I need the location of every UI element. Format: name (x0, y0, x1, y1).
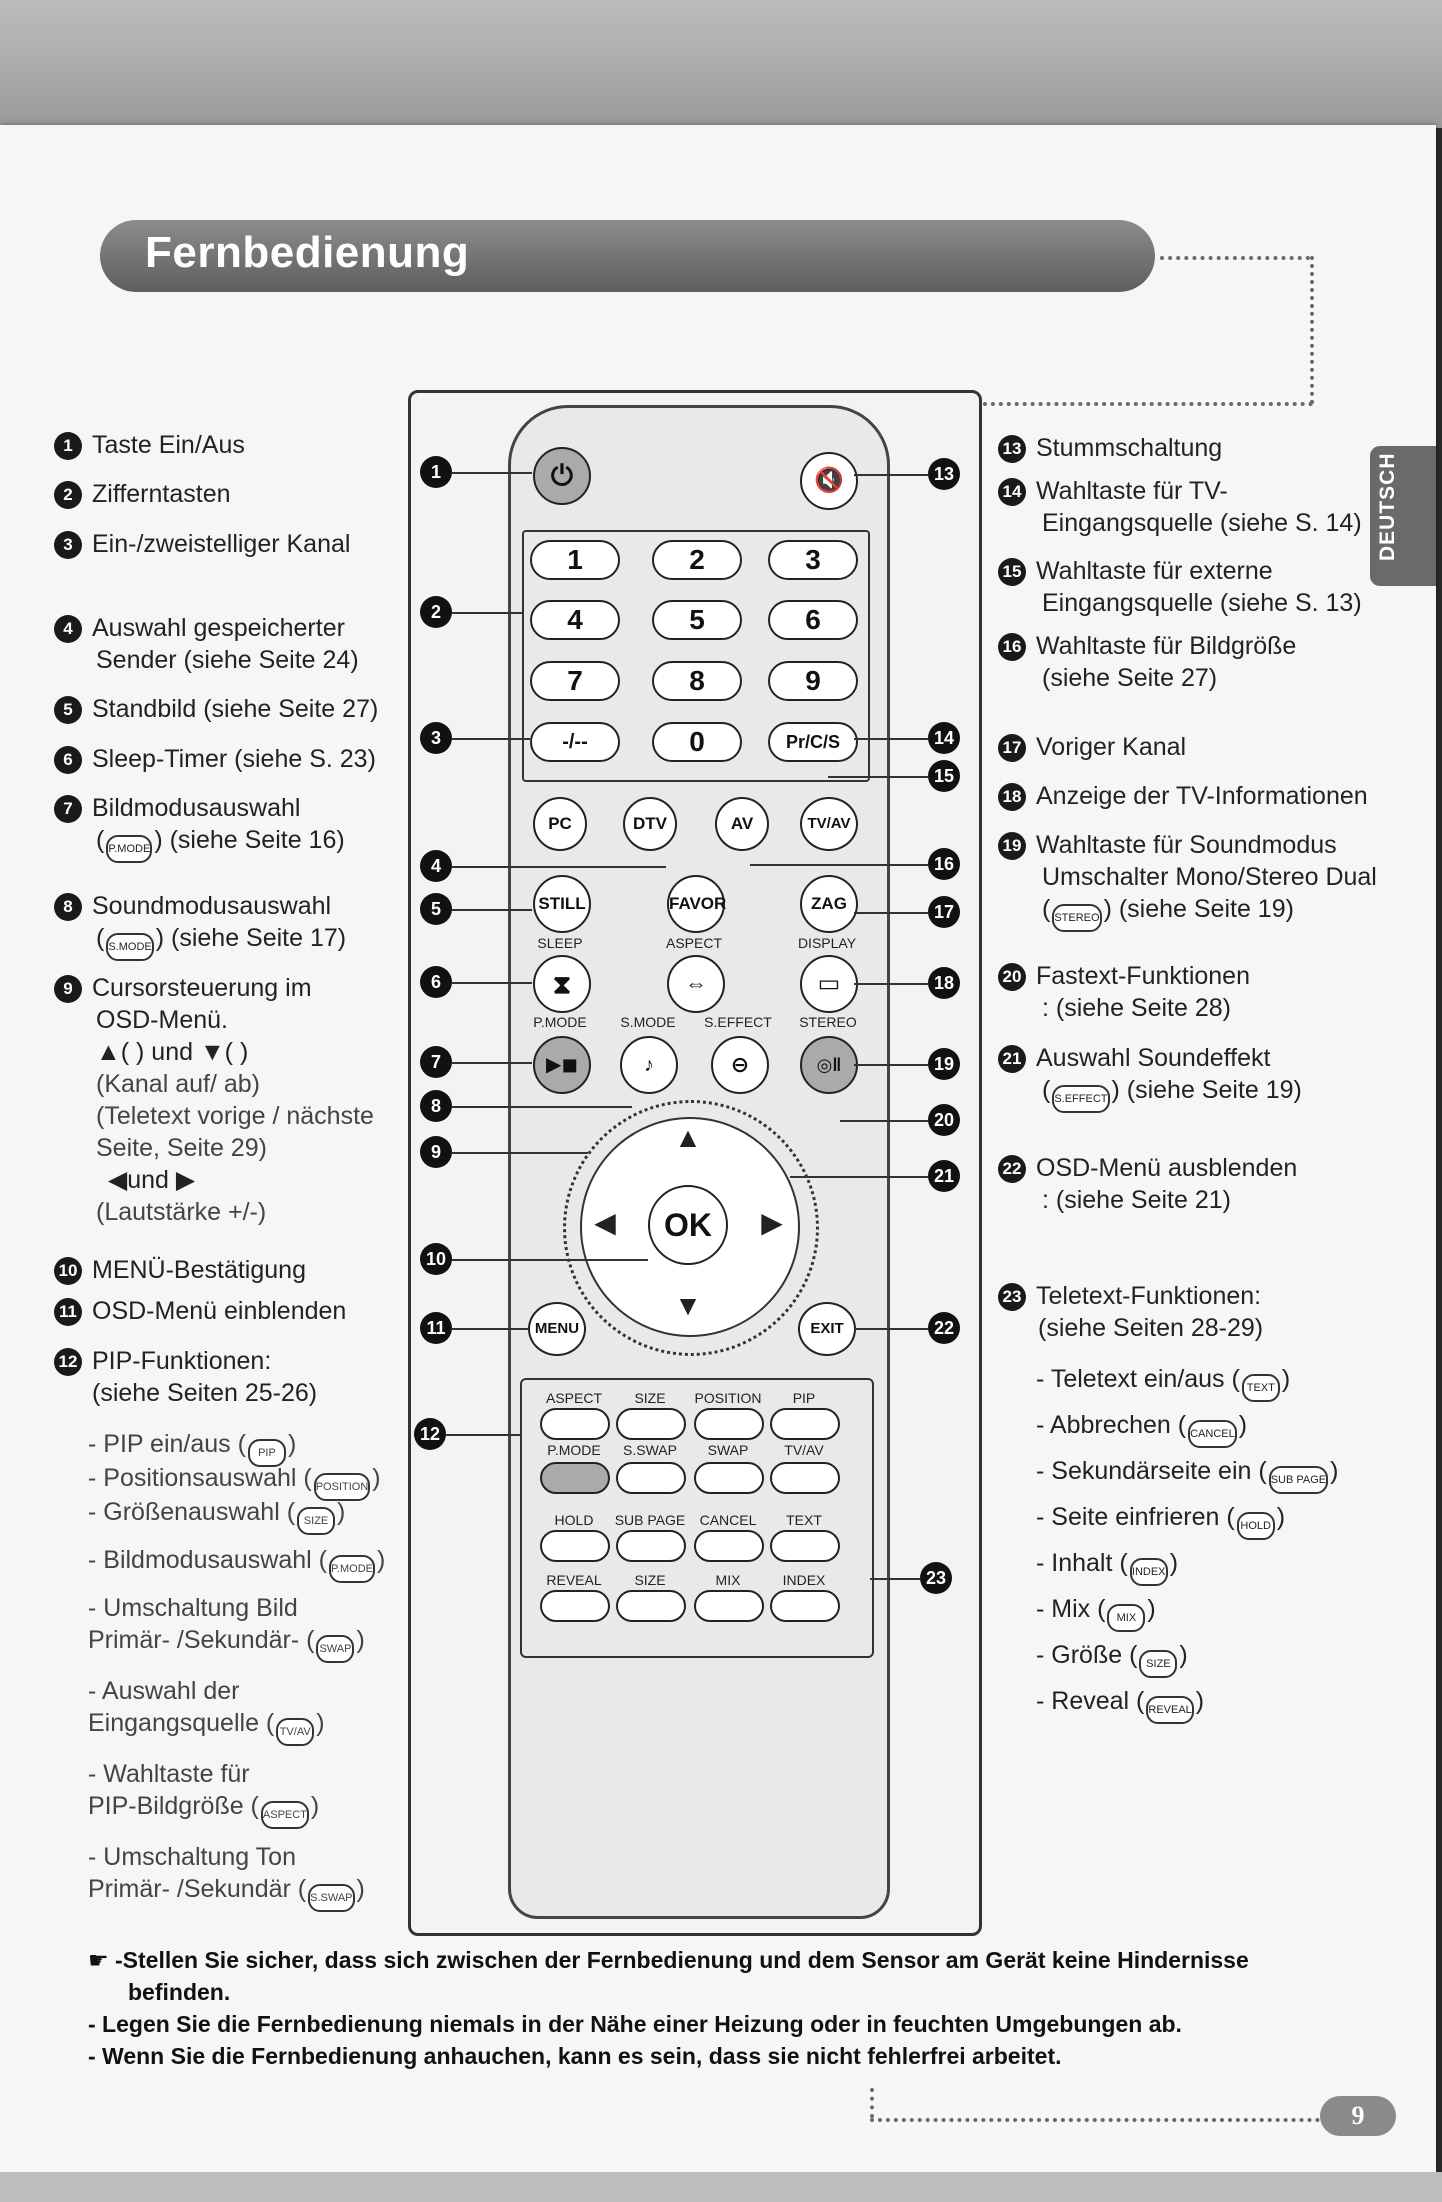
txt-cancel-label: CANCEL (699, 1512, 757, 1528)
pip-item-source: - Auswahl der Eingangsquelle ( TV/AV ) (88, 1675, 325, 1746)
nav-down-button[interactable] (664, 1290, 712, 1322)
teletext-item-size: - Größe ( SIZE ) (1036, 1639, 1188, 1678)
label-17: 17 Voriger Kanal (998, 731, 1186, 763)
arrow-left-icon: ◀ (594, 1207, 616, 1238)
page-title: Fernbedienung (145, 228, 470, 277)
nav-left-button[interactable] (585, 1206, 625, 1239)
teletext-item-mix: - Mix ( MIX ) (1036, 1593, 1156, 1632)
seffect-button[interactable] (711, 1036, 769, 1094)
callout-9: 9 (420, 1136, 452, 1168)
callout-18: 18 (928, 967, 960, 999)
sleep-label: SLEEP (537, 935, 583, 951)
still-button[interactable]: STILL (533, 875, 591, 933)
pip-position-button[interactable] (694, 1408, 764, 1440)
leader-20 (840, 1120, 928, 1122)
leader-21 (790, 1176, 928, 1178)
pip-tvav-label: TV/AV (784, 1442, 824, 1458)
callout-13: 13 (928, 458, 960, 490)
prcs-button[interactable]: Pr/C/S (768, 722, 858, 762)
label-13: 13 Stummschaltung (998, 432, 1222, 464)
scan-top-background (0, 0, 1442, 128)
sound-mode-icon: ♪ (644, 1054, 654, 1076)
label-16: 16 Wahltaste für Bildgröße (siehe Seite 27) (998, 630, 1296, 694)
pip-item-size: - Größenauswahl ( SIZE ) (88, 1496, 345, 1535)
zag-button[interactable]: ZAG (800, 875, 858, 933)
txt-hold-button[interactable] (540, 1530, 610, 1562)
digit-0-button[interactable]: 0 (652, 722, 742, 762)
callout-15: 15 (928, 760, 960, 792)
callout-8: 8 (420, 1090, 452, 1122)
pmode-mini-icon: P.MODE (106, 835, 152, 863)
aspect-icon: ⇔ (685, 971, 707, 996)
leader-1 (452, 472, 532, 474)
label-10: 10 MENÜ-Bestätigung (54, 1254, 306, 1286)
pip-aspect-button[interactable] (540, 1408, 610, 1440)
callout-4: 4 (420, 850, 452, 882)
txt-hold-label: HOLD (554, 1512, 594, 1528)
callout-3: 3 (420, 722, 452, 754)
display-button[interactable] (800, 955, 858, 1013)
pip-button[interactable] (770, 1408, 840, 1440)
callout-17: 17 (928, 896, 960, 928)
pip-sswap-label: S.SWAP (623, 1442, 677, 1458)
txt-text-button[interactable] (770, 1530, 840, 1562)
favor-button[interactable]: FAVOR (667, 875, 725, 933)
pc-button[interactable]: PC (533, 797, 587, 851)
txt-reveal-button[interactable] (540, 1590, 610, 1622)
digit-2-button[interactable]: 2 (652, 540, 742, 580)
pip-tvav-button[interactable] (770, 1462, 840, 1494)
leader-12 (446, 1434, 522, 1436)
leader-9 (452, 1152, 588, 1154)
teletext-item-text: - Teletext ein/aus ( TEXT ) (1036, 1363, 1290, 1402)
dtv-button[interactable]: DTV (623, 797, 677, 851)
leader-15 (828, 776, 928, 778)
sleep-button[interactable] (533, 955, 591, 1013)
pip-item-pmode: - Bildmodusauswahl ( P.MODE ) (88, 1544, 385, 1583)
digit-7-button[interactable]: 7 (530, 661, 620, 701)
leader-8 (452, 1106, 632, 1108)
pip-position-label: POSITION (694, 1390, 762, 1406)
leader-7 (452, 1062, 532, 1064)
title-dotted-line-bottom (975, 402, 1313, 406)
stereo-button[interactable] (800, 1036, 858, 1094)
label-22: 22 OSD-Menü ausblenden : (siehe Seite 21) (998, 1152, 1297, 1216)
page-number: 9 (1320, 2096, 1396, 2136)
stereo-label: STEREO (799, 1014, 857, 1030)
pip-aspect-label: ASPECT (545, 1390, 602, 1406)
leader-13 (854, 474, 928, 476)
pip-item-sswap: - Umschaltung Ton Primär- /Sekundär ( S.SWAP ) (88, 1841, 365, 1912)
txt-mix-button[interactable] (694, 1590, 764, 1622)
teletext-item-index: - Inhalt ( INDEX ) (1036, 1547, 1178, 1586)
callout-11: 11 (420, 1312, 452, 1344)
aspect-button[interactable] (667, 955, 725, 1013)
txt-index-label: INDEX (782, 1572, 826, 1588)
title-dotted-line-vertical (1310, 256, 1314, 404)
teletext-item-subpage: - Sekundärseite ein ( SUB PAGE ) (1036, 1455, 1338, 1494)
digit-1-button[interactable]: 1 (530, 540, 620, 580)
txt-index-button[interactable] (770, 1590, 840, 1622)
picture-mode-icon: ▶◼ (546, 1054, 578, 1076)
exit-button[interactable]: EXIT (798, 1302, 856, 1356)
arrow-down-icon: ▼ (674, 1290, 702, 1321)
dash-button[interactable]: -/-- (530, 722, 620, 762)
power-button[interactable] (533, 447, 591, 505)
note-1-cont: befinden. (128, 1979, 231, 2005)
pip-swap-label: SWAP (707, 1442, 749, 1458)
power-icon: ⏻ (550, 460, 574, 491)
teletext-item-cancel: - Abbrechen ( CANCEL ) (1036, 1409, 1247, 1448)
label-3: 3 Ein-/zweistelliger Kanal (54, 528, 350, 560)
digit-8-button[interactable]: 8 (652, 661, 742, 701)
callout-20: 20 (928, 1104, 960, 1136)
label-9: 9 Cursorsteuerung im OSD-Menü. ▲( ) und ▼( ) (Kanal auf/ ab) (Teletext vorige / nächste Seite, Seite 29) ◀und ▶ (Lautstärke +/-) (54, 972, 374, 1228)
label-15: 15 Wahltaste für externe Eingangsquelle (siehe S. 13) (998, 555, 1362, 619)
label-14: 14 Wahltaste für TV- Eingangsquelle (siehe S. 14) (998, 475, 1362, 539)
leader-16 (750, 864, 928, 866)
note-1: ☛ -Stellen Sie sicher, dass sich zwischen der Fernbedienung und dem Sensor am Gerät keine Hindernisse (88, 1947, 1249, 1973)
label-1: 1 Taste Ein/Aus (54, 429, 245, 461)
pip-size-button[interactable] (616, 1408, 686, 1440)
callout-16: 16 (928, 848, 960, 880)
leader-14 (854, 738, 928, 740)
display-label: DISPLAY (797, 935, 857, 951)
menu-button[interactable]: MENU (528, 1302, 586, 1356)
footer-dotted-line (870, 2118, 1320, 2122)
digit-6-button[interactable]: 6 (768, 600, 858, 640)
label-11: 11 OSD-Menü einblenden (54, 1295, 346, 1327)
pip-sswap-button[interactable] (616, 1462, 686, 1494)
smode-label: S.MODE (620, 1014, 676, 1030)
callout-19: 19 (928, 1048, 960, 1080)
notes-block (88, 1944, 1338, 2072)
nav-right-button[interactable] (752, 1206, 792, 1239)
txt-size-button[interactable] (616, 1590, 686, 1622)
leader-2 (452, 612, 524, 614)
leader-22 (854, 1328, 928, 1330)
teletext-item-hold: - Seite einfrieren ( HOLD ) (1036, 1501, 1285, 1540)
label-23: 23 Teletext-Funktionen: (siehe Seiten 28-29) (998, 1280, 1263, 1344)
sound-effect-icon: ⊖ (730, 1052, 750, 1077)
seffect-label: S.EFFECT (704, 1014, 772, 1030)
pip-swap-button[interactable] (694, 1462, 764, 1494)
txt-subpage-button[interactable] (616, 1530, 686, 1562)
callout-22: 22 (928, 1312, 960, 1344)
label-18: 18 Anzeige der TV-Informationen (998, 780, 1368, 812)
label-19: 19 Wahltaste für Soundmodus Umschalter Mono/Stereo Dual ( STEREO ) (siehe Seite 19) (998, 829, 1377, 932)
leader-4 (452, 866, 666, 868)
callout-5: 5 (420, 893, 452, 925)
tvav-button[interactable]: TV/AV (800, 797, 858, 851)
stereo-icon: ◎‖ (816, 1055, 842, 1075)
pip-pmode-button[interactable] (540, 1462, 610, 1494)
aspect-label: ASPECT (665, 935, 722, 951)
digit-4-button[interactable]: 4 (530, 600, 620, 640)
arrow-right-icon: ▶ (761, 1207, 783, 1238)
pip-size-label: SIZE (634, 1390, 666, 1406)
label-5: 5 Standbild (siehe Seite 27) (54, 693, 378, 725)
arrow-up-icon: ▲ (674, 1122, 702, 1153)
mute-button[interactable] (800, 452, 858, 510)
callout-12: 12 (414, 1418, 446, 1450)
digit-9-button[interactable]: 9 (768, 661, 858, 701)
note-2: - Legen Sie die Fernbedienung niemals in der Nähe einer Heizung oder in feuchten Umgebungen ab. (88, 2011, 1182, 2037)
footer-dotted-line-vertical (870, 2088, 874, 2118)
pip-pmode-label: P.MODE (547, 1442, 601, 1458)
callout-6: 6 (420, 966, 452, 998)
callout-23: 23 (920, 1562, 952, 1594)
txt-subpage-label: SUB PAGE (614, 1512, 686, 1528)
title-dotted-line (1160, 256, 1310, 260)
callout-10: 10 (420, 1243, 452, 1275)
txt-reveal-label: REVEAL (546, 1572, 602, 1588)
label-7: 7 Bildmodusauswahl ( P.MODE ) (siehe Seite 16) (54, 792, 345, 863)
nav-up-button[interactable] (664, 1122, 712, 1154)
pip-item-position: - Positionsauswahl ( POSITION ) (88, 1462, 381, 1501)
txt-text-label: TEXT (786, 1512, 822, 1528)
leader-6 (452, 982, 532, 984)
language-tab: DEUTSCH (1370, 446, 1436, 586)
note-3: - Wenn Sie die Fernbedienung anhauchen, kann es sein, dass sie nicht fehlerfrei arbeitet. (88, 2043, 1062, 2069)
label-4: 4 Auswahl gespeicherter Sender (siehe Seite 24) (54, 612, 359, 676)
label-2: 2 Zifferntasten (54, 478, 231, 510)
label-21: 21 Auswahl Soundeffekt ( S.EFFECT ) (siehe Seite 19) (998, 1042, 1302, 1113)
leader-23 (870, 1578, 920, 1580)
label-8: 8 Soundmodusauswahl ( S.MODE ) (siehe Seite 17) (54, 890, 346, 961)
smode-button[interactable] (620, 1036, 678, 1094)
callout-1: 1 (420, 456, 452, 488)
mute-icon: 🔇 (814, 467, 844, 494)
digit-3-button[interactable]: 3 (768, 540, 858, 580)
pip-item-swap: - Umschaltung Bild Primär- /Sekundär- ( SWAP ) (88, 1592, 365, 1663)
leader-18 (854, 983, 928, 985)
label-6: 6 Sleep-Timer (siehe S. 23) (54, 743, 376, 775)
callout-21: 21 (928, 1160, 960, 1192)
smode-mini-icon: S.MODE (106, 933, 153, 961)
av-button[interactable]: AV (715, 797, 769, 851)
ok-button[interactable]: OK (648, 1185, 728, 1265)
display-icon: ▭ (817, 970, 841, 997)
digit-5-button[interactable]: 5 (652, 600, 742, 640)
leader-11 (452, 1328, 528, 1330)
pip-item-aspect: - Wahltaste für PIP-Bildgröße ( ASPECT ) (88, 1758, 319, 1829)
txt-mix-label: MIX (715, 1572, 741, 1588)
leader-10 (452, 1259, 648, 1261)
pmode-label: P.MODE (533, 1014, 587, 1030)
callout-14: 14 (928, 722, 960, 754)
txt-size-label: SIZE (634, 1572, 666, 1588)
label-20: 20 Fastext-Funktionen : (siehe Seite 28) (998, 960, 1250, 1024)
pmode-button[interactable] (533, 1036, 591, 1094)
callout-2: 2 (420, 596, 452, 628)
txt-cancel-button[interactable] (694, 1530, 764, 1562)
leader-5 (452, 909, 532, 911)
scan-bottom-background (0, 2172, 1442, 2202)
pip-item-on-off: - PIP ein/aus ( PIP ) (88, 1428, 296, 1467)
label-12: 12 PIP-Funktionen: (siehe Seiten 25-26) (54, 1345, 317, 1409)
hourglass-icon: ⧗ (552, 969, 572, 999)
callout-7: 7 (420, 1046, 452, 1078)
teletext-item-reveal: - Reveal ( REVEAL ) (1036, 1685, 1204, 1724)
leader-3 (452, 738, 530, 740)
pip-pip-label: PIP (792, 1390, 816, 1406)
leader-17 (854, 912, 928, 914)
leader-19 (854, 1064, 928, 1066)
